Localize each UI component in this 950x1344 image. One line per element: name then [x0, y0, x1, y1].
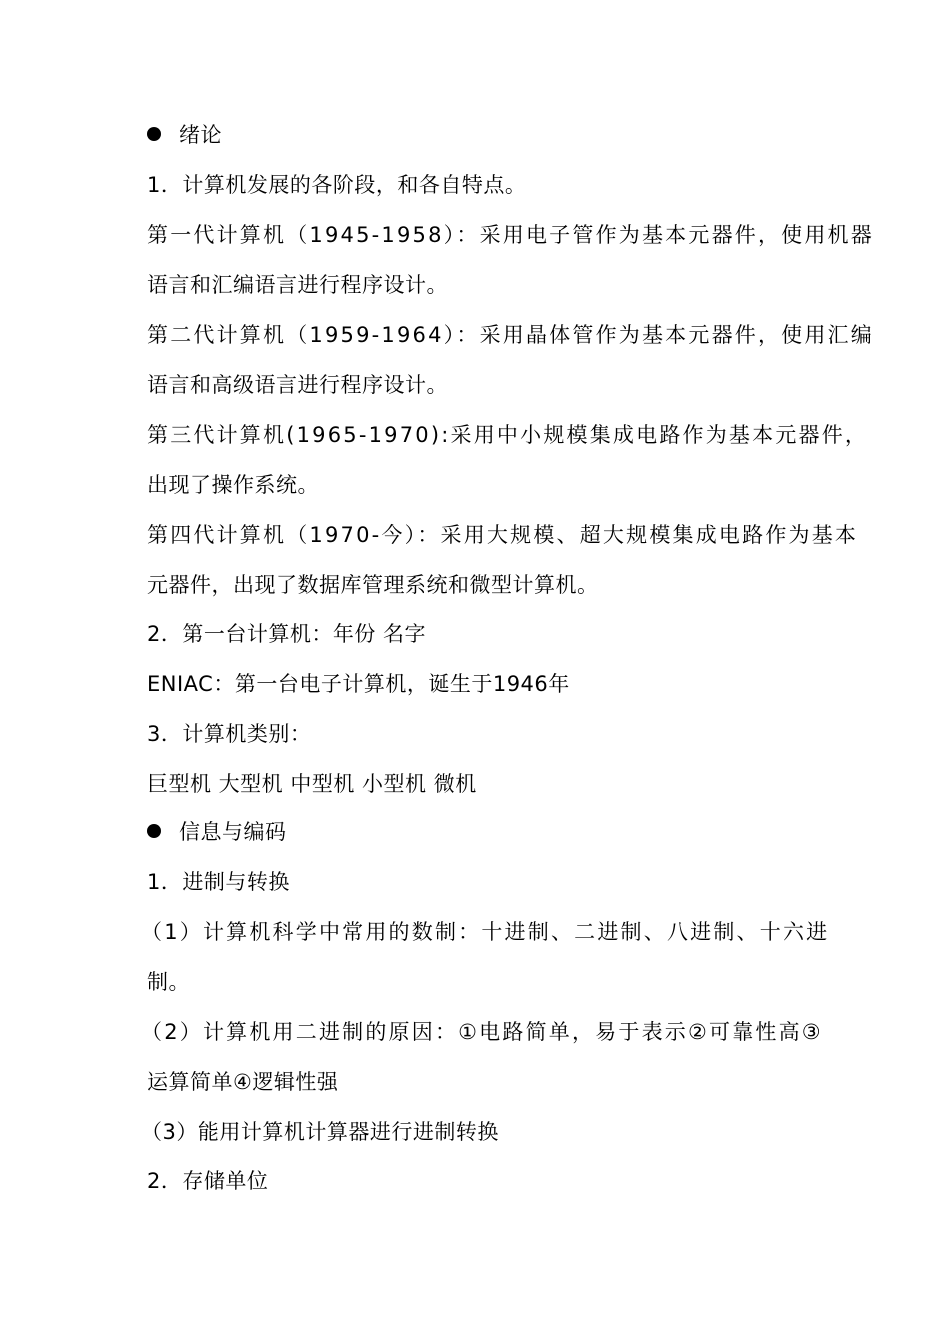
heading-text: 信息与编码: [179, 820, 287, 844]
bullet-icon: [147, 824, 161, 838]
text-line: 1．进制与转换: [147, 870, 290, 894]
text-line: 出现了操作系统。: [147, 473, 319, 497]
text-line: 1．计算机发展的各阶段，和各自特点。: [147, 173, 527, 197]
text-line: （2）计算机用二进制的原因：①电路简单，易于表示②可靠性高③: [141, 1020, 823, 1044]
text-line: 运算简单④逻辑性强: [147, 1070, 339, 1094]
text-line: ENIAC：第一台电子计算机，诞生于1946年: [147, 672, 570, 696]
text-line: 元器件，出现了数据库管理系统和微型计算机。: [147, 573, 599, 597]
bullet-icon: [147, 127, 161, 141]
text-line: （3）能用计算机计算器进行进制转换: [141, 1120, 499, 1144]
text-line: 巨型机 大型机 中型机 小型机 微机: [147, 772, 477, 796]
heading-text: 绪论: [179, 123, 222, 147]
text-line: （1）计算机科学中常用的数制：十进制、二进制、八进制、十六进: [141, 920, 830, 944]
text-line: 第四代计算机（1970-今）：采用大规模、超大规模集成电路作为基本: [147, 523, 859, 547]
text-line: 语言和高级语言进行程序设计。: [147, 373, 448, 397]
section-heading-info-encoding: [147, 812, 817, 852]
text-line: 第一代计算机（1945-1958）：采用电子管作为基本元器件，使用机器: [147, 223, 874, 247]
text-line: 第三代计算机(1965-1970):采用中小规模集成电路作为基本元器件，: [147, 423, 869, 447]
text-line: 2．存储单位: [147, 1169, 269, 1193]
section-heading-intro: [147, 115, 817, 155]
text-line: 制。: [147, 970, 190, 994]
text-line: 语言和汇编语言进行程序设计。: [147, 273, 448, 297]
text-line: 第二代计算机（1959-1964）：采用晶体管作为基本元器件，使用汇编: [147, 323, 874, 347]
text-line: 2．第一台计算机：年份 名字: [147, 622, 427, 646]
text-line: 3．计算机类别：: [147, 722, 312, 746]
